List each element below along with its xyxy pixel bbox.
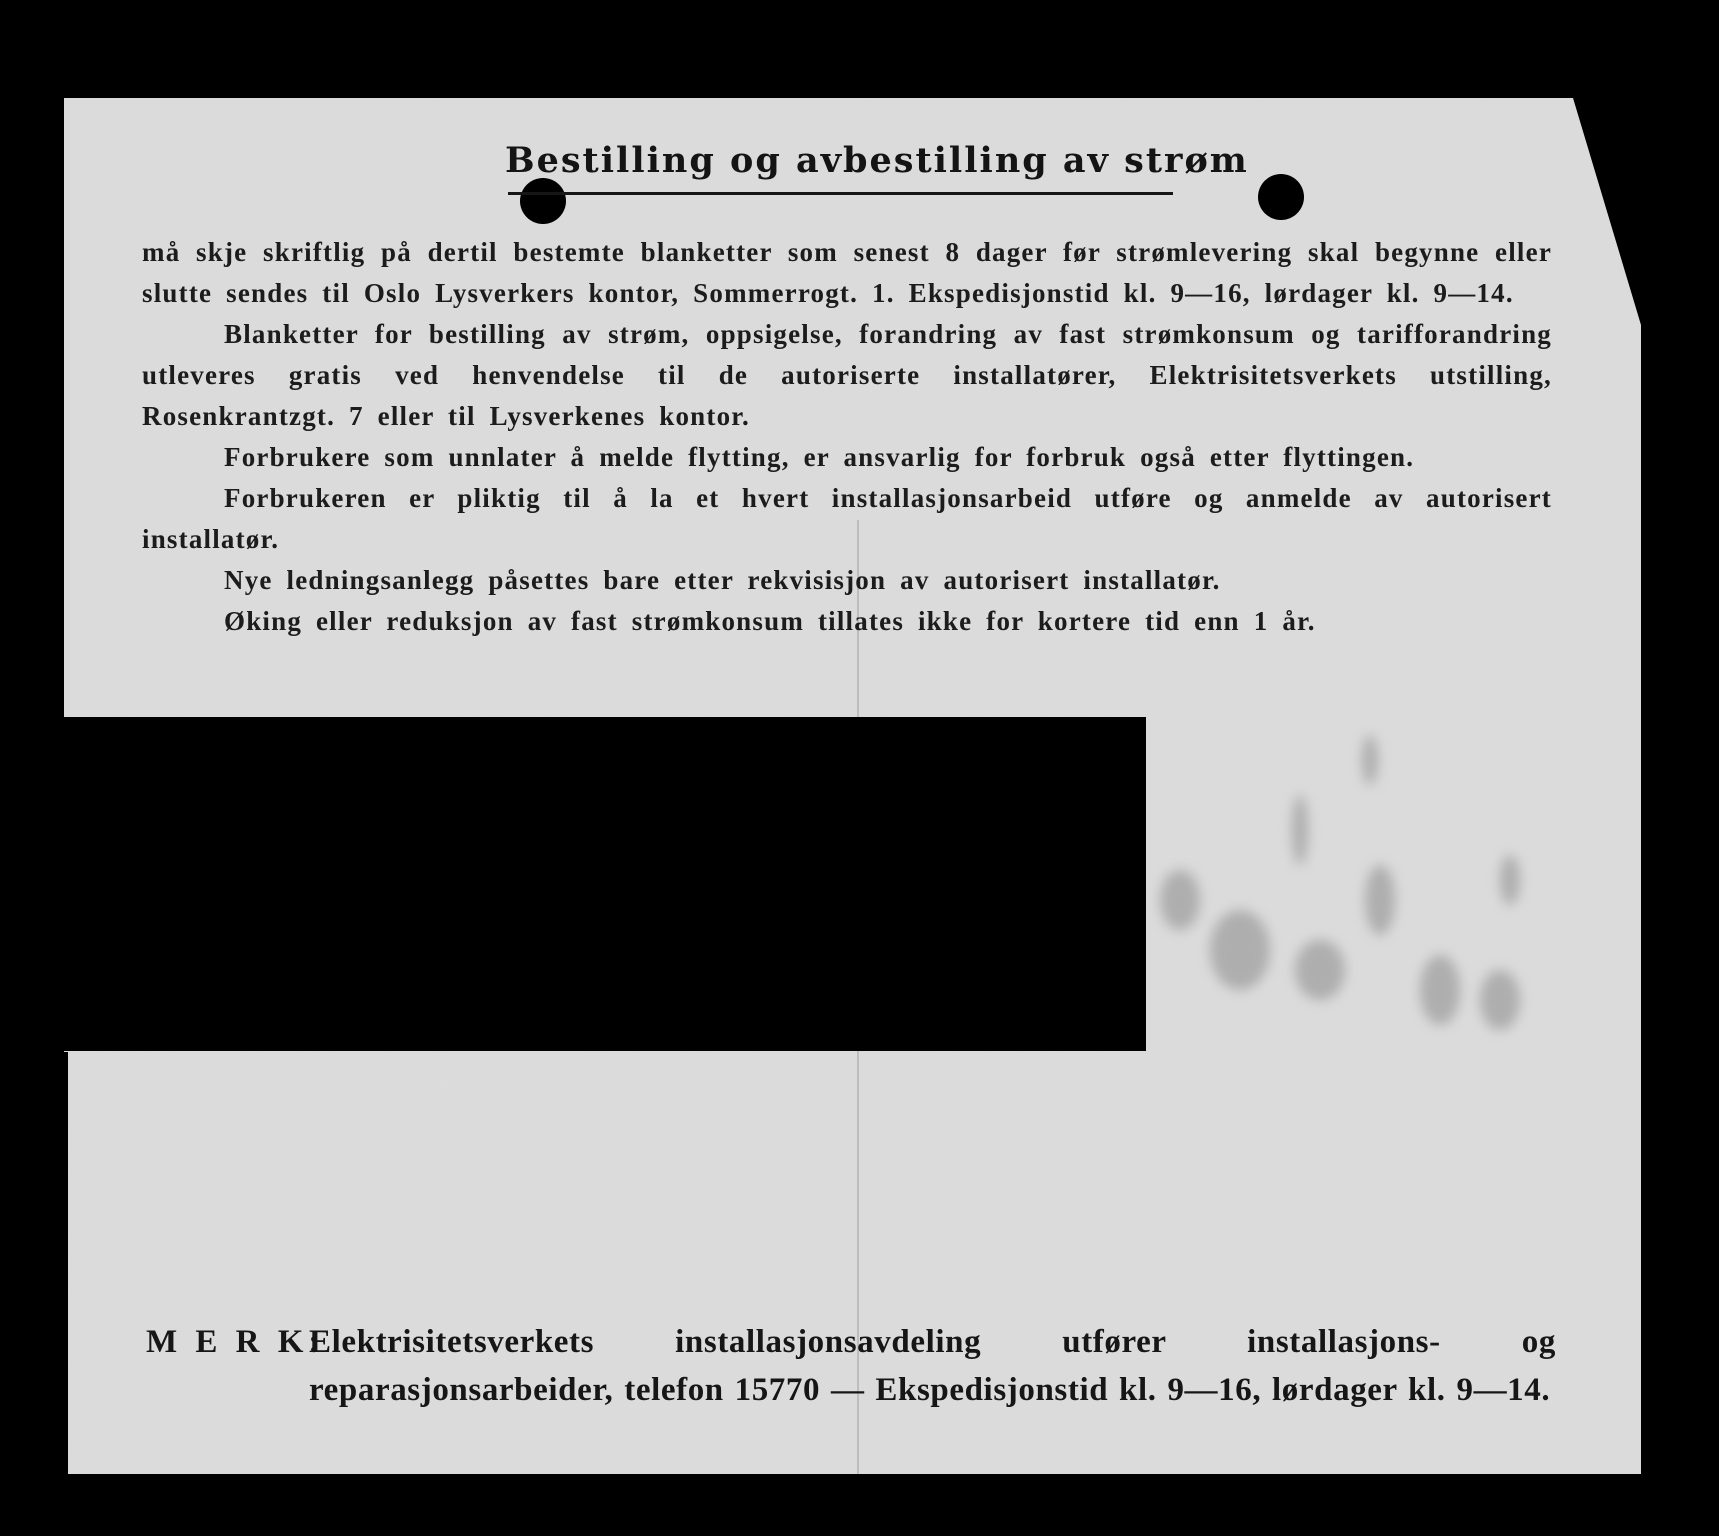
punch-hole-left	[520, 178, 566, 224]
punch-hole-right	[1258, 174, 1304, 220]
paragraph-3: Forbrukere som unnlater å melde flytting, er ansvarlig for forbruk også etter flyttingen.	[224, 442, 1415, 472]
document-title: Bestilling og avbestilling av strøm	[505, 140, 1249, 181]
paragraph-2: Blanketter for bestilling av strøm, oppsigelse, forandring av fast strømkonsum og tarifforandring utleveres gratis ved henvendelse til de autoriserte installatører, Elektrisitetsverkets utstilling, Rosenkrantzgt. 7 eller til Lysverkenes kontor.	[142, 319, 1552, 431]
body-text	[142, 232, 1552, 642]
title-underline	[508, 192, 1173, 195]
merk-text: Elektrisitetsverkets installasjonsavdeling utfører installasjons- og reparasjonsarbeider, telefon 15770 — Ekspedisjonstid kl. 9—16, lørdager kl. 9—14.	[309, 1324, 1556, 1408]
paragraph-1: må skje skriftlig på dertil bestemte blanketter som senest 8 dager før strømlevering skal begynne eller slutte sendes til Oslo Lysverkers kontor, Sommerrogt. 1. Ekspedisjonstid kl. 9—16, lørdager kl. 9—14.	[142, 237, 1552, 308]
paragraph-4: Forbrukeren er pliktig til å la et hvert installasjonsarbeid utføre og anmelde av autorisert installatør.	[142, 483, 1552, 554]
paragraph-5: Nye ledningsanlegg påsettes bare etter rekvisisjon av autorisert installatør.	[224, 565, 1221, 595]
paragraph-6: Øking eller reduksjon av fast strømkonsum tillates ikke for kortere tid enn 1 år.	[224, 606, 1316, 636]
redaction-block	[0, 717, 1146, 1051]
merk-label: M E R K:	[146, 1324, 325, 1360]
